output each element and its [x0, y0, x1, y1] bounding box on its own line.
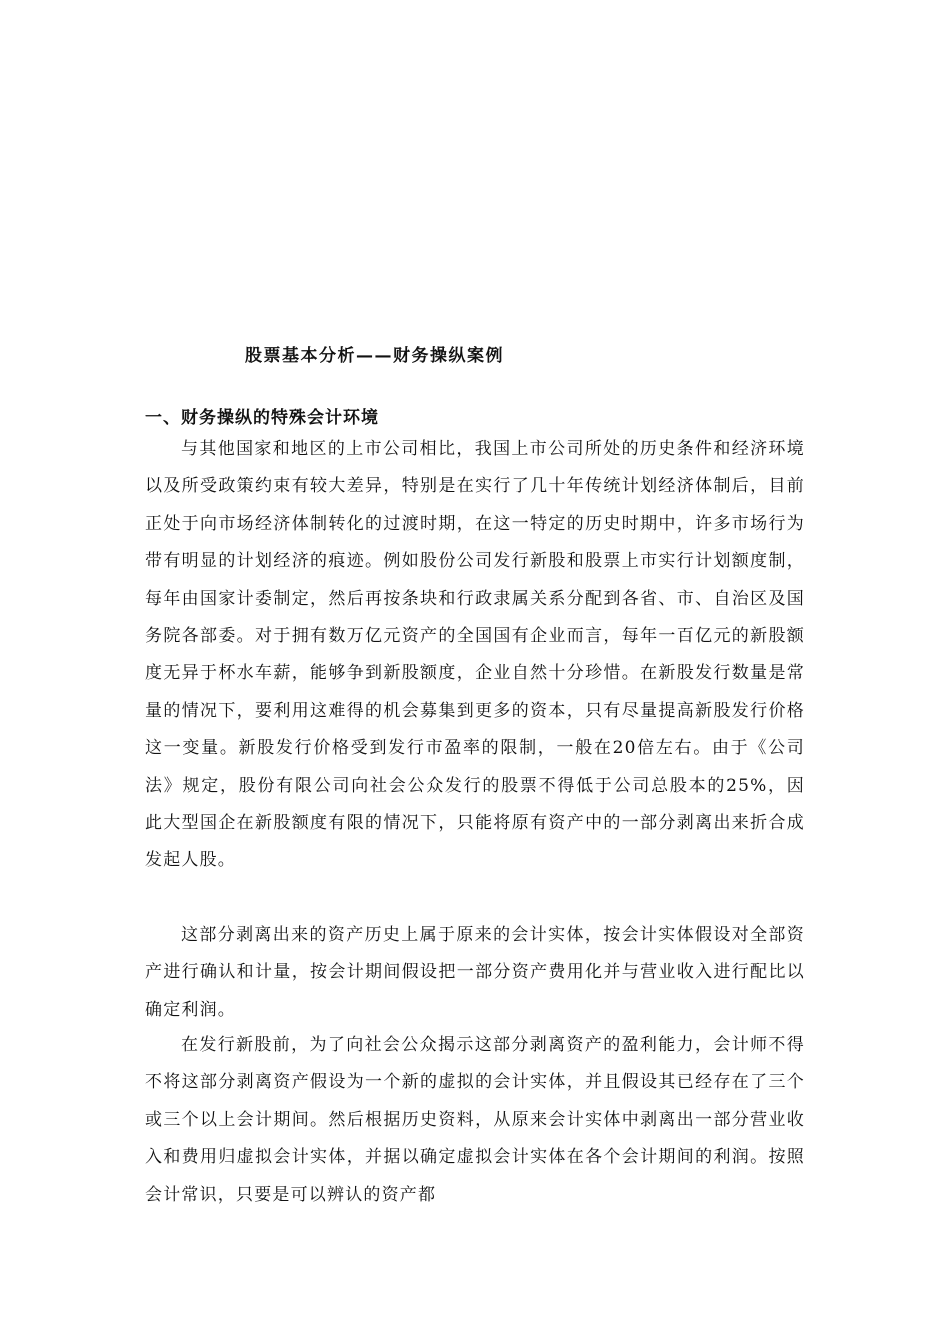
body-paragraph: 在发行新股前，为了向社会公众揭示这部分剥离资产的盈利能力，会计师不得不将这部分剥离资产假设为一个新的虚拟的会计实体，并且假设其已经存在了三个或三个以上会计期间。然后根据历史资料，从原来会计实体中剥离出一部分营业收入和费用归虚拟会计实体，并据以确定虚拟会计实体在各个会计期间的利润。按照会计常识，只要是可以辨认的资产都 [145, 1035, 805, 1205]
document-title: 股票基本分析——财务操纵案例 [245, 346, 504, 366]
body-paragraph: 这部分剥离出来的资产历史上属于原来的会计实体，按会计实体假设对全部资产进行确认和计量，按会计期间假设把一部分资产费用化并与营业收入进行配比以确定利润。 [145, 925, 805, 1020]
section-heading: 一、财务操纵的特殊会计环境 [145, 408, 379, 428]
body-paragraph: 与其他国家和地区的上市公司相比，我国上市公司所处的历史条件和经济环境以及所受政策约束有较大差异，特别是在实行了几十年传统计划经济体制后，目前正处于向市场经济体制转化的过渡时期，在这一特定的历史时期中，许多市场行为带有明显的计划经济的痕迹。例如股份公司发行新股和股票上市实行计划额度制，每年由国家计委制定，然后再按条块和行政隶属关系分配到各省、市、自治区及国务院各部委。对于拥有数万亿元资产的全国国有企业而言，每年一百亿元的新股额度无异于杯水车薪，能够争到新股额度，企业自然十分珍惜。在新股发行数量是常量的情况下，要利用这难得的机会募集到更多的资本，只有尽量提高新股发行价格这一变量。新股发行价格受到发行市盈率的限制，一般在20倍左右。由于《公司法》规定，股份有限公司向社会公众发行的股票不得低于公司总股本的25%，因此大型国企在新股额度有限的情况下，只能将原有资产中的一部分剥离出来折合成发起人股。 [145, 439, 805, 871]
